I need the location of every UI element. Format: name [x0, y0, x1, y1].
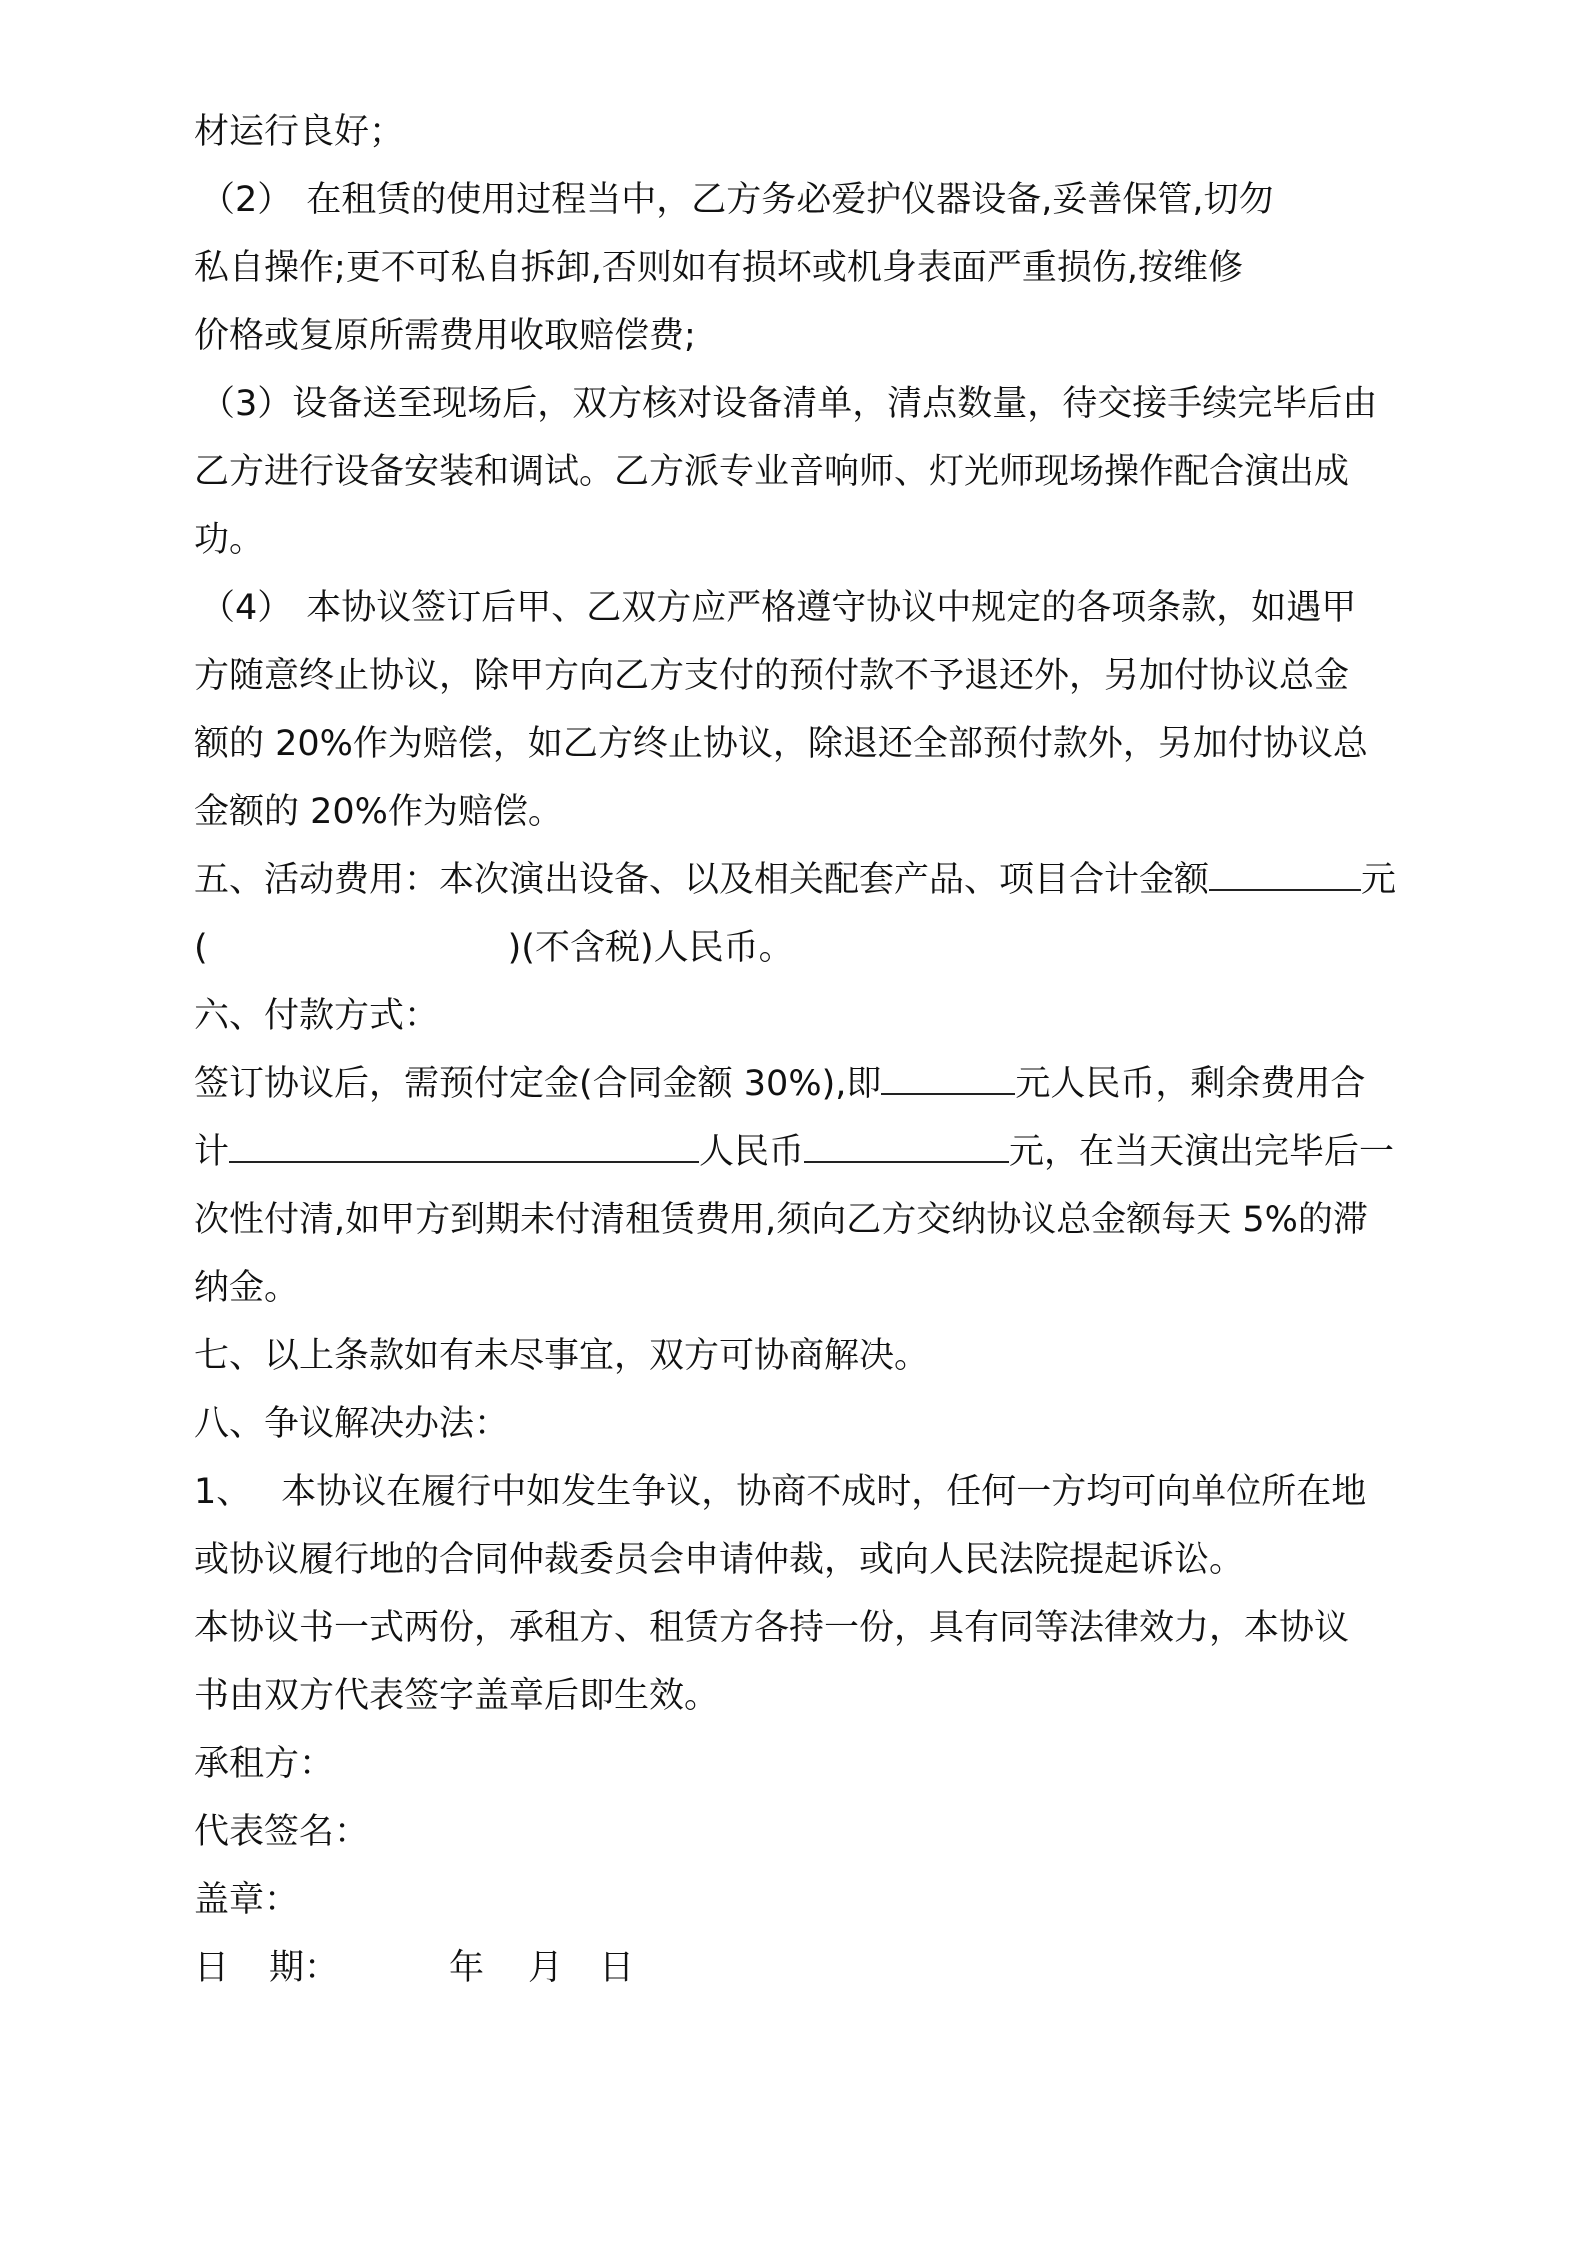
- clause-line: [194, 778, 1454, 846]
- clause-line: [194, 1526, 1454, 1594]
- date-label-day: 日: [194, 1948, 230, 1988]
- clause-line: [194, 710, 1454, 778]
- clause-text: 签订协议后，需预付定金(合同金额 30%),即: [194, 1064, 882, 1104]
- date-day: 日: [599, 1948, 635, 1988]
- section-5-line: [194, 846, 1454, 914]
- section-heading: 八、争议解决办法：: [194, 1404, 510, 1444]
- amount-blank[interactable]: [1209, 859, 1361, 891]
- clause-line: [194, 98, 1454, 166]
- clause-text: 计: [194, 1132, 230, 1172]
- clause-text: 在租赁的使用过程当中，乙方务必爱护仪器设备,妥善保管,切勿: [306, 180, 1274, 220]
- clause-number: （2）: [200, 180, 293, 220]
- field-label: 承租方：: [194, 1744, 335, 1784]
- clause-2-line: [194, 166, 1454, 234]
- date-month: 月: [528, 1948, 564, 1988]
- clause-line: [194, 642, 1454, 710]
- clause-text: 次性付清,如甲方到期未付清租赁费用,须向乙方交纳协议总金额每天 5%的滞: [194, 1200, 1368, 1240]
- paren-open: (: [194, 928, 208, 968]
- clause-text: 人民币: [699, 1132, 805, 1172]
- clause-line: [194, 302, 1454, 370]
- clause-text: 额的 20%作为赔偿，如乙方终止协议，除退还全部预付款外，另加付协议总: [194, 724, 1368, 764]
- clause-text: 私自操作;更不可私自拆卸,否则如有损坏或机身表面严重损伤,按维修: [194, 248, 1244, 288]
- clause-text: 元，在当天演出完毕后一: [1009, 1132, 1395, 1172]
- field-label: 盖章：: [194, 1880, 300, 1920]
- section-6-heading: [194, 982, 1454, 1050]
- lessee-field[interactable]: [194, 1730, 1454, 1798]
- clause-3-line: [194, 370, 1454, 438]
- clause-text: 方随意终止协议，除甲方向乙方支付的预付款不予退还外，另加付协议总金: [194, 656, 1350, 696]
- date-field[interactable]: [194, 1934, 1454, 2002]
- clause-line: [194, 438, 1454, 506]
- clause-line: [194, 1186, 1454, 1254]
- clause-text: 或协议履行地的合同仲裁委员会申请仲裁，或向人民法院提起诉讼。: [194, 1540, 1245, 1580]
- section-5-line-2: [194, 914, 1454, 982]
- clause-line: [194, 1662, 1454, 1730]
- remaining-amount-blank[interactable]: [804, 1131, 1009, 1163]
- section-heading: 五、活动费用：本次演出设备、以及相关配套产品、项目合计金额: [194, 860, 1210, 900]
- clause-text: 元人民币，剩余费用合: [1015, 1064, 1366, 1104]
- clause-text: 乙方进行设备安装和调试。乙方派专业音响师、灯光师现场操作配合演出成: [194, 452, 1350, 492]
- section-8-heading: [194, 1390, 1454, 1458]
- clause-text: 书由双方代表签字盖章后即生效。: [194, 1676, 720, 1716]
- clause-number: （4）: [200, 588, 293, 628]
- date-year: 年: [449, 1948, 485, 1988]
- remaining-words-blank[interactable]: [229, 1131, 699, 1163]
- signature-field[interactable]: [194, 1798, 1454, 1866]
- clause-text: 本协议在履行中如发生争议，协商不成时，任何一方均可向单位所在地: [281, 1472, 1367, 1512]
- section-heading: 六、付款方式：: [194, 996, 440, 1036]
- payment-line: [194, 1050, 1454, 1118]
- clause-text: 金额的 20%作为赔偿。: [194, 792, 563, 832]
- date-label: 期：: [269, 1948, 340, 1988]
- clause-line: [194, 1594, 1454, 1662]
- deposit-blank[interactable]: [881, 1063, 1015, 1095]
- clause-text: 功。: [194, 520, 265, 560]
- clause-text: )(不含税)人民币。: [507, 928, 794, 968]
- field-label: 代表签名：: [194, 1812, 370, 1852]
- clause-text: 材运行良好；: [194, 112, 405, 152]
- contract-page: [194, 98, 1454, 2002]
- clause-number: 1、: [194, 1472, 252, 1512]
- unit-text: 元: [1361, 860, 1397, 900]
- clause-text: 本协议签订后甲、乙双方应严格遵守协议中规定的各项条款，如遇甲: [306, 588, 1357, 628]
- clause-text: 纳金。: [194, 1268, 300, 1308]
- clause-4-line: [194, 574, 1454, 642]
- clause-text: （3）设备送至现场后，双方核对设备清单，清点数量，待交接手续完毕后由: [200, 384, 1378, 424]
- payment-line: [194, 1118, 1454, 1186]
- clause-text: 本协议书一式两份，承租方、租赁方各持一份，具有同等法律效力，本协议: [194, 1608, 1350, 1648]
- clause-text: 价格或复原所需费用收取赔偿费;: [194, 316, 696, 356]
- section-7-line: [194, 1322, 1454, 1390]
- seal-field[interactable]: [194, 1866, 1454, 1934]
- section-heading: 七、以上条款如有未尽事宜，双方可协商解决。: [194, 1336, 930, 1376]
- clause-line: [194, 234, 1454, 302]
- dispute-line: [194, 1458, 1454, 1526]
- clause-line: [194, 506, 1454, 574]
- clause-line: [194, 1254, 1454, 1322]
